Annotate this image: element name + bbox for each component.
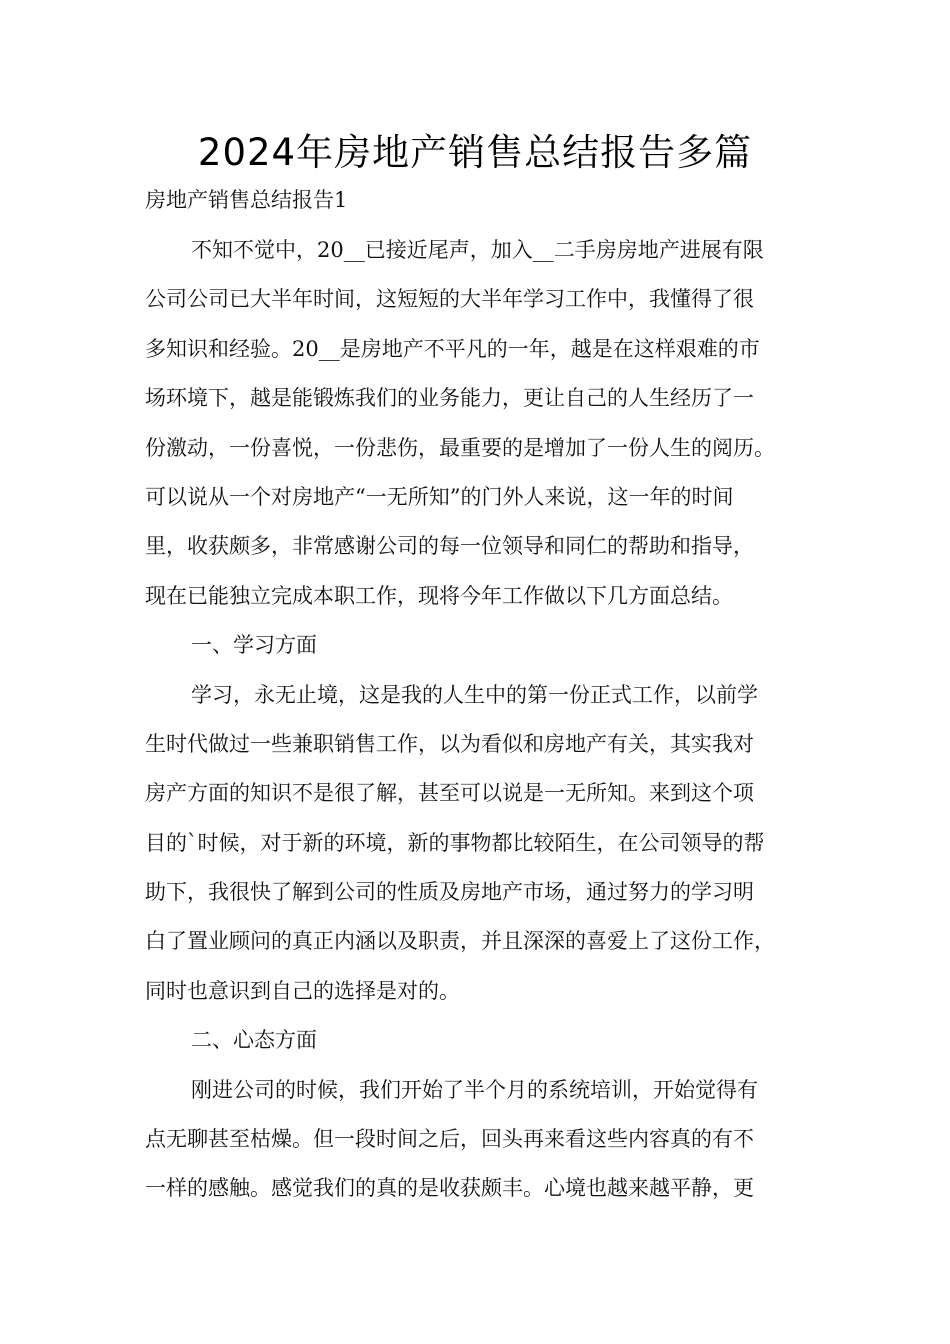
text-line: 里，收获颇多，非常感谢公司的每一位领导和同仁的帮助和指导， [145,534,754,559]
text-line: 生时代做过一些兼职销售工作，以为看似和房地产有关，其实我对 [145,731,754,756]
text-line: 房产方面的知识不是很了解，甚至可以说是一无所知。来到这个项 [145,781,754,806]
text-line: 多知识和经验。20__是房地产不平凡的一年，越是在这样艰难的市 [145,336,760,361]
text-line: 学习，永无止境，这是我的人生中的第一份正式工作，以前学 [191,682,758,707]
document-body [145,233,825,1221]
text-line: 助下，我很快了解到公司的性质及房地产市场，通过努力的学习明 [145,880,754,905]
text-line: 不知不觉中，20__已接近尾声，加入__二手房房地产进展有限 [191,238,764,262]
text-line: 二、心态方面 [191,1028,317,1053]
text-line: 目的`时候，对于新的环境，新的事物都比较陌生，在公司领导的帮 [145,830,765,855]
text-line: 刚进公司的时候，我们开始了半个月的系统培训，开始觉得有 [191,1077,758,1102]
text-line: 点无聊甚至枯燥。但一段时间之后，回头再来看这些内容真的有不 [145,1127,754,1152]
text-line: 白了置业顾问的真正内涵以及职责，并且深深的喜爱上了这份工作， [145,929,775,954]
text-line: 份激动，一份喜悦，一份悲伤，最重要的是增加了一份人生的阅历。 [145,435,775,460]
text-line: 现在已能独立完成本职工作，现将今年工作做以下几方面总结。 [145,583,733,608]
text-line: 一样的感触。感觉我们的真的是收获颇丰。心境也越来越平静，更 [145,1176,754,1201]
text-line: 场环境下，越是能锻炼我们的业务能力，更让自己的人生经历了一 [145,386,754,411]
text-line: 可以说从一个对房地产“一无所知”的门外人来说，这一年的时间 [145,484,734,509]
text-line: 一、学习方面 [191,633,317,658]
text-line: 公司公司已大半年时间，这短短的大半年学习工作中，我懂得了很 [145,287,754,312]
document-subtitle: 房地产销售总结报告1 [145,188,348,212]
text-line: 同时也意识到自己的选择是对的。 [145,978,460,1003]
document-title: 2024年房地产销售总结报告多篇 [197,131,753,174]
